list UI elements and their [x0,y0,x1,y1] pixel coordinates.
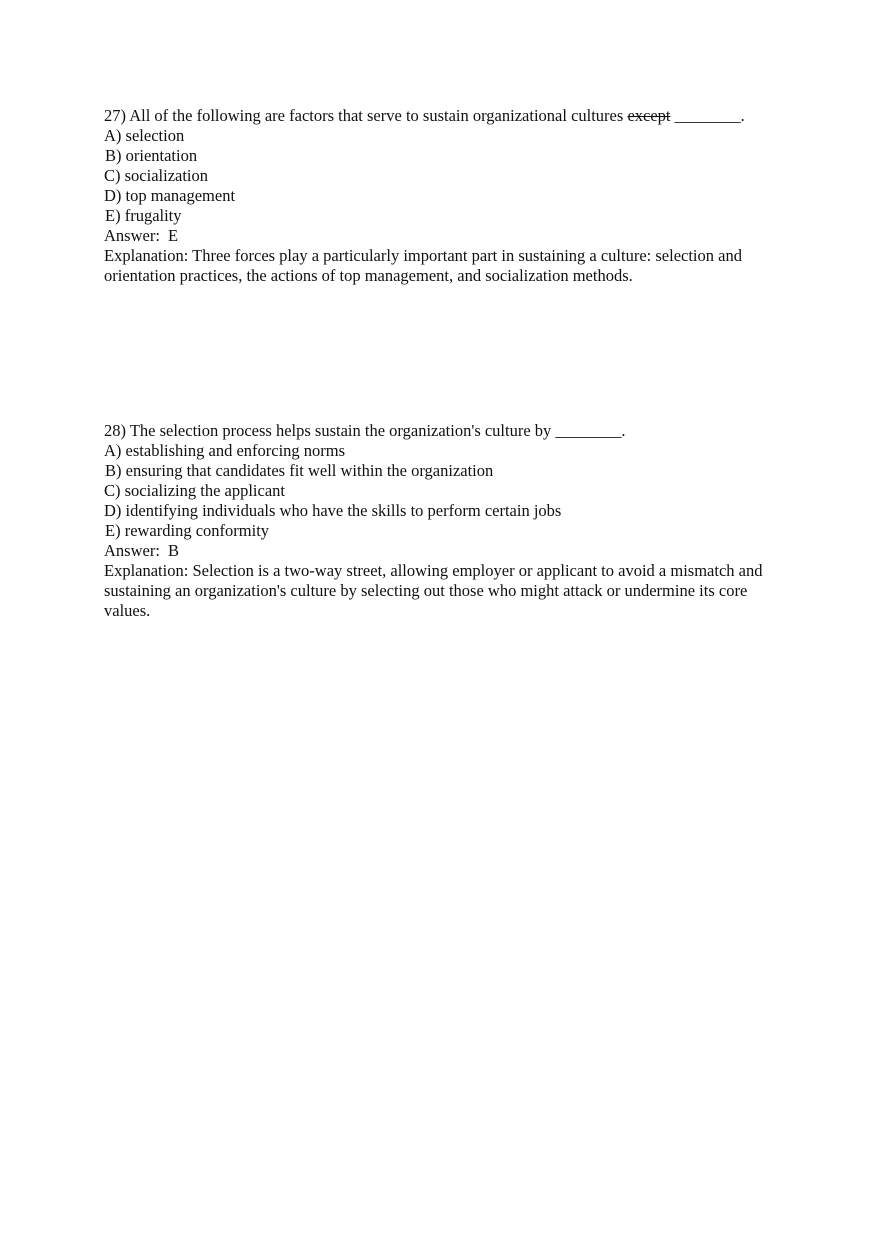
answer-label: Answer: [104,541,160,560]
explanation [104,246,784,286]
option-letter: B) [105,146,122,165]
option-letter: C) [104,481,121,500]
option-b [104,461,784,481]
option-text: rewarding conformity [124,521,270,540]
option-letter: B) [105,461,122,480]
option-letter: C) [104,166,121,185]
option-letter: E) [105,521,121,540]
option-text: frugality [124,206,182,225]
option-e [104,206,784,226]
stem-emphasis: except [627,106,671,125]
answer-value: E [168,226,179,245]
question-stem [104,106,784,126]
option-b [104,146,784,166]
stem-text: 27) All of the following are factors that serve to sustain organizational cultures [104,106,628,125]
option-a [104,126,784,146]
option-text: socializing the applicant [124,481,285,500]
explanation [104,561,784,621]
option-text: identifying individuals who have the skills to perform certain jobs [125,501,562,520]
option-d [104,186,784,206]
option-text: ensuring that candidates fit well within the organization [125,461,494,480]
question-27 [104,106,784,286]
explanation-text: Three forces play a particularly important part in sustaining a culture: selection and orientation practices, the actions of top management, and socialization methods. [104,246,742,285]
option-letter: D) [104,501,122,520]
option-text: top management [125,186,236,205]
option-e [104,521,784,541]
option-text: selection [125,126,185,145]
answer-line [104,541,784,561]
answer-line [104,226,784,246]
option-letter: E) [105,206,121,225]
option-c [104,481,784,501]
option-letter: A) [104,441,122,460]
option-text: socialization [124,166,209,185]
option-d [104,501,784,521]
option-text: establishing and enforcing norms [125,441,346,460]
option-c [104,166,784,186]
option-text: orientation [125,146,198,165]
option-a [104,441,784,461]
answer-label: Answer: [104,226,160,245]
option-letter: D) [104,186,122,205]
explanation-label: Explanation: [104,246,189,265]
question-stem: 28) The selection process helps sustain the organization's culture by ________. [104,421,626,440]
explanation-text: Selection is a two-way street, allowing employer or applicant to avoid a mismatch and sustaining an organization's culture by selecting out those who might attack or undermine its core values. [104,561,763,620]
stem-blank: ________. [670,106,745,125]
explanation-label: Explanation: [104,561,189,580]
question-28 [104,421,784,621]
option-letter: A) [104,126,122,145]
answer-value: B [168,541,180,560]
